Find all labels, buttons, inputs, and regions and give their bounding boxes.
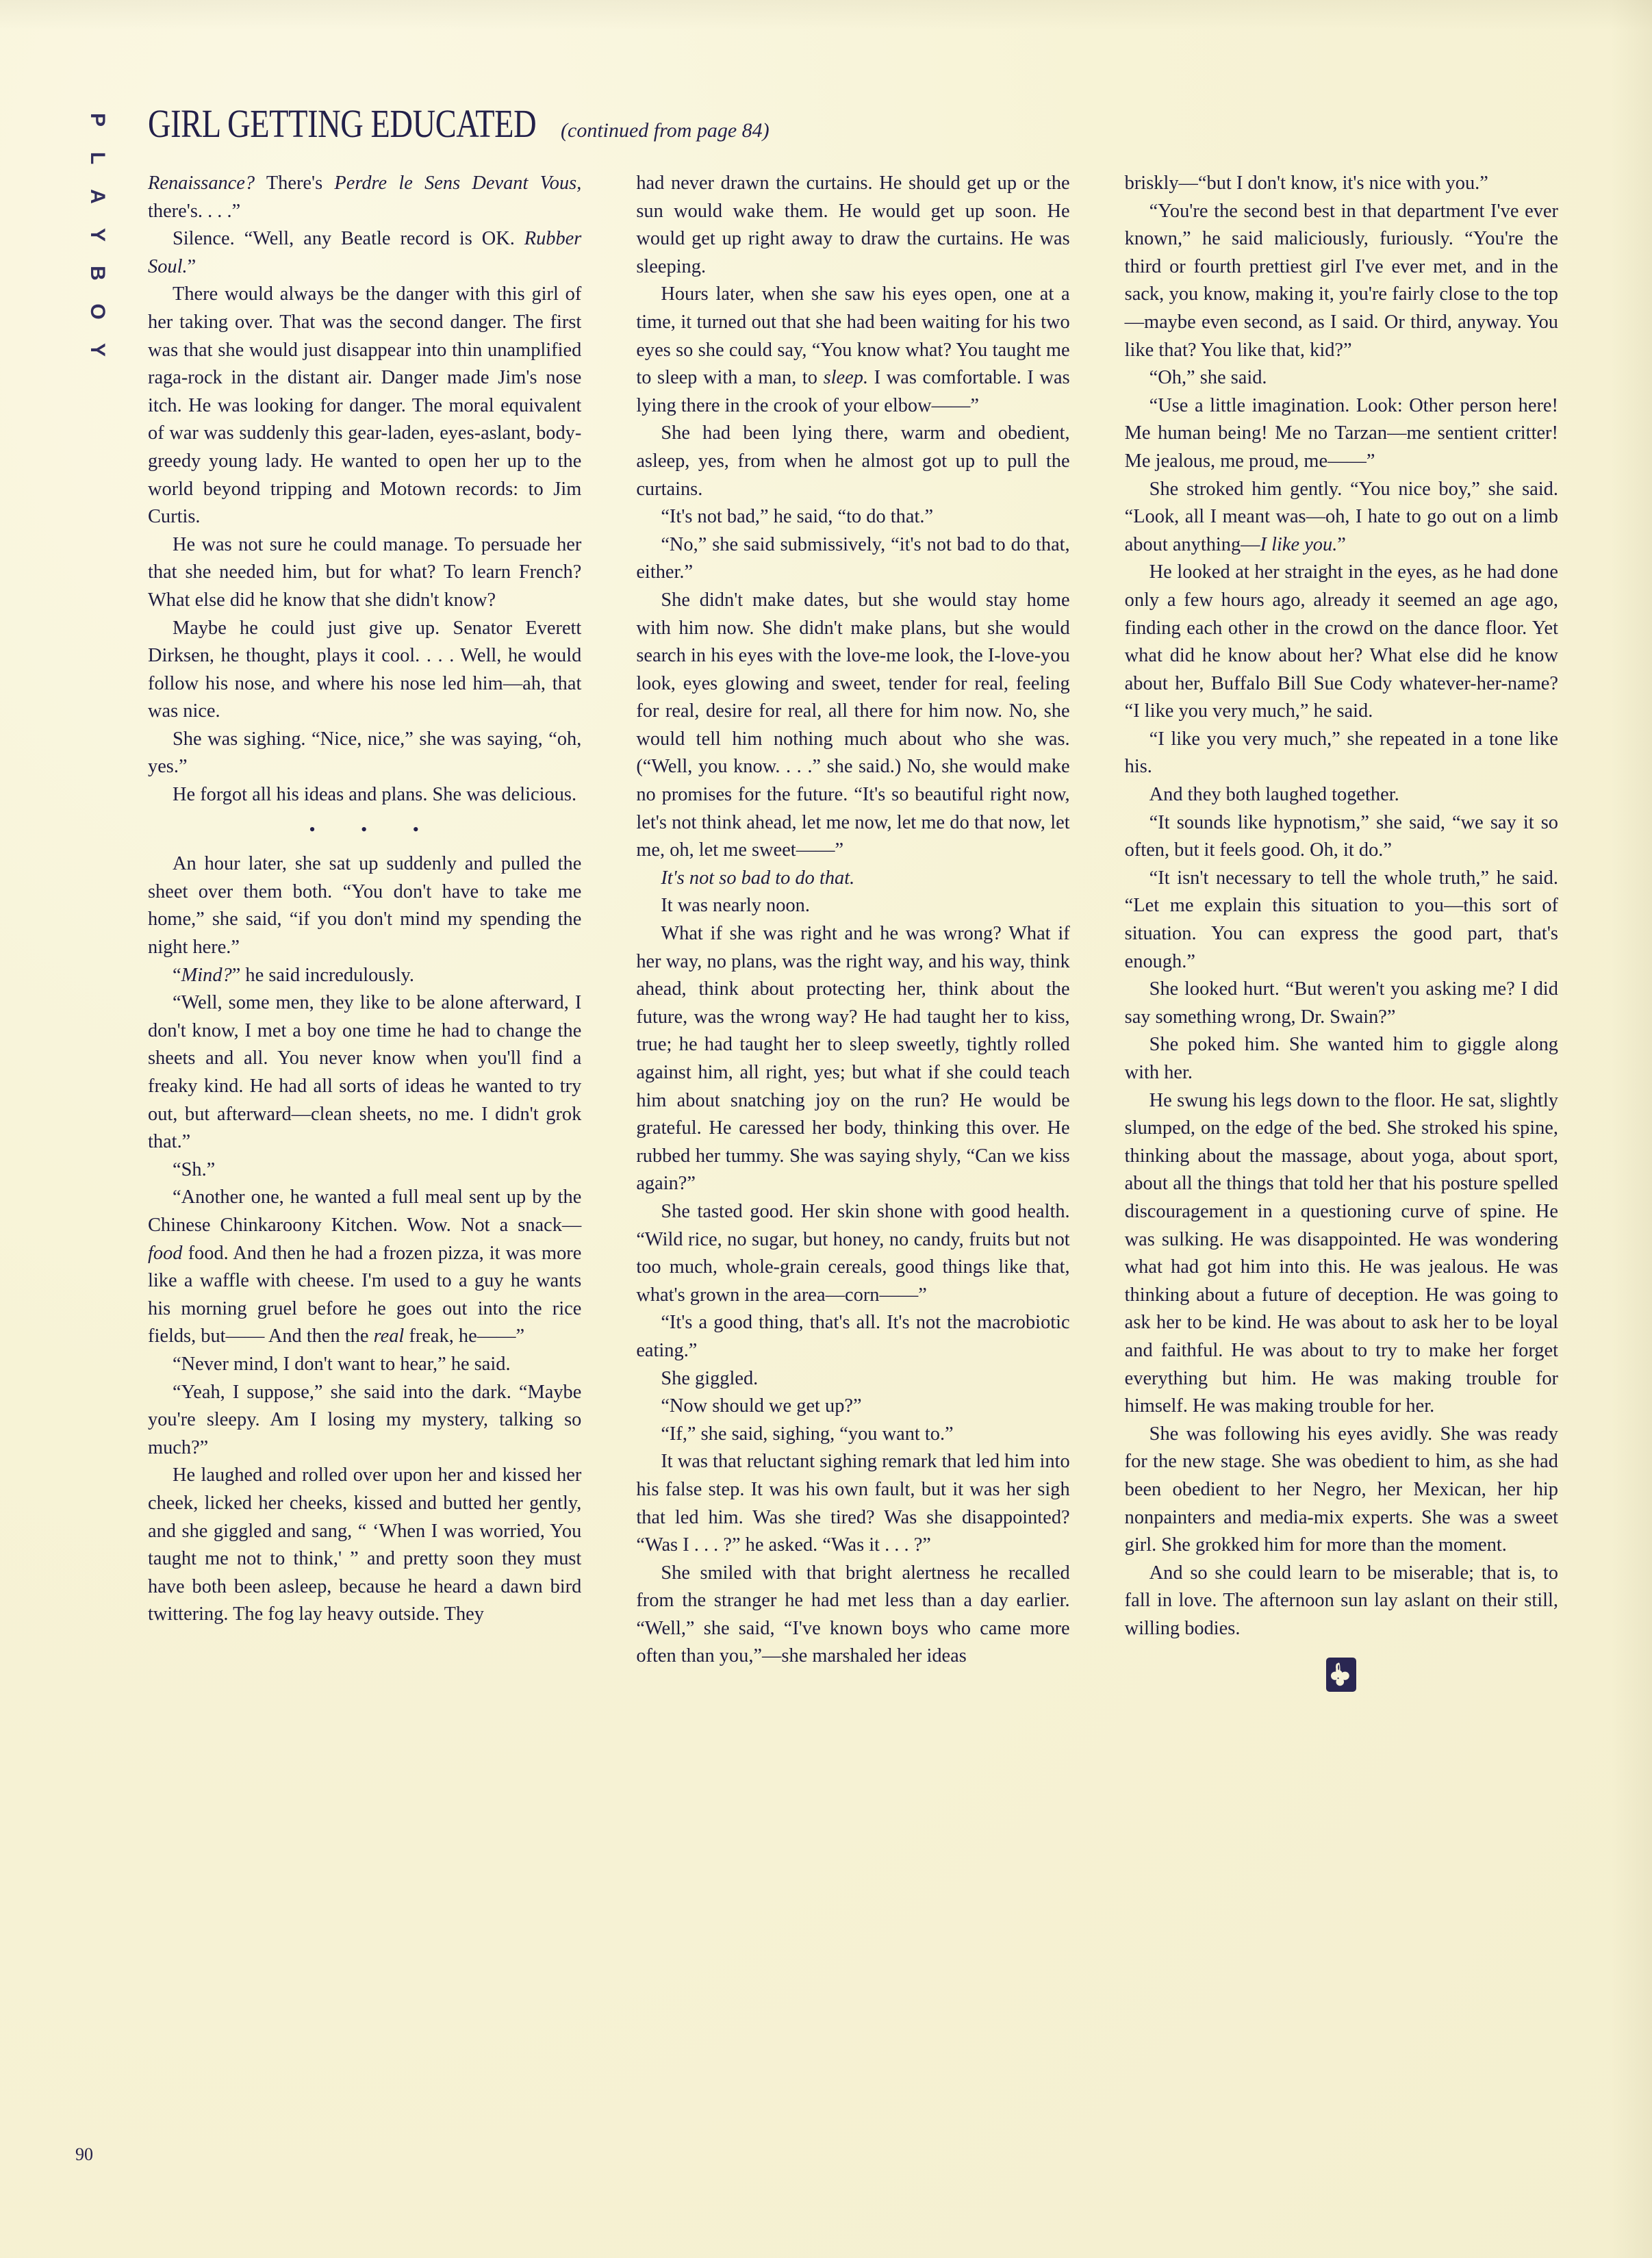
column-3 xyxy=(1125,170,1558,1692)
body-paragraph xyxy=(636,920,1069,1198)
page-title: GIRL GETTING EDUCATED xyxy=(148,101,537,146)
masthead-letter: A xyxy=(86,189,109,204)
text-run: “I like you very much,” she repeated in a tone like his. xyxy=(1124,728,1558,778)
body-paragraph xyxy=(148,281,581,531)
text-run: He swung his legs down to the floor. He sat, slightly slumped, on the edge of the bed. She stroked his spine, thinking about the massage, about yoga, about sport, about all the things that told her that his posture spelled discouragement in a questioning curve of spine. He was sulking. He was disappointed. He was wondering what had got him into this. He was jealous. He was thinking about a future of deception. He was going to ask her to be kind. He was about to ask her to be loyal and faithful. He was about to try to make her forget everything but him. He was making trouble for himself. He was making trouble for her. xyxy=(1124,1089,1558,1417)
body-paragraph xyxy=(148,850,581,961)
body-paragraph xyxy=(148,726,581,781)
text-run: ” xyxy=(187,255,196,277)
playboy-rabbit-head-icon xyxy=(1326,1658,1356,1692)
body-paragraph xyxy=(148,1184,581,1351)
body-paragraph xyxy=(636,1198,1069,1309)
masthead-letter: L xyxy=(86,151,109,165)
body-paragraph xyxy=(636,420,1069,503)
text-run: “Another one, he wanted a full meal sent up by the Chinese Chinkaroony Kitchen. Wow. Not a snack— xyxy=(148,1187,582,1236)
body-paragraph xyxy=(636,1365,1069,1393)
text-run: briskly—“but I don't know, it's nice with you.” xyxy=(1124,173,1488,194)
body-paragraph xyxy=(636,892,1069,920)
text-run: There's xyxy=(255,173,335,194)
text-run: “Never mind, I don't want to hear,” he said. xyxy=(173,1353,511,1375)
text-run: Silence. “Well, any Beatle record is OK. xyxy=(173,228,524,250)
text-run: freak, he——” xyxy=(404,1325,525,1347)
text-run: had never drawn the curtains. He should get up or the sun would wake them. He would get up soon. He would get up right away to draw the curtains. He was sleeping. xyxy=(636,173,1070,277)
text-run: She smiled with that bright alertness he recalled from the stranger he had met less than a day earlier. “Well,” she said, “I've known boys who came more often than you,”—she marshaled her ideas xyxy=(636,1562,1070,1667)
scene-break: • • • xyxy=(309,819,440,839)
text-run: “Oh,” she said. xyxy=(1149,367,1267,389)
body-paragraph xyxy=(1125,364,1558,392)
body-paragraph xyxy=(1125,976,1558,1031)
masthead-letter: B xyxy=(86,266,109,281)
italic-run: sleep. xyxy=(823,367,869,389)
text-run: And they both laughed together. xyxy=(1149,784,1399,806)
text-run: What if she was right and he was wrong? What if her way, no plans, was the right way, and his way, think ahead, think about protecting her, think about the future, was the wrong way? He had taught her to kiss, true; he had taught her to sleep sweetly, tightly rolled against him, all right, yes; but what if she could teach him about snatching joy on the run? He would be grateful. He caressed her body, thinking this over. He rubbed her tummy. She was saying shyly, “Can we kiss again?” xyxy=(636,923,1070,1195)
text-run: “Now should we get up?” xyxy=(661,1395,862,1417)
body-paragraph xyxy=(636,170,1069,281)
text-run: “It's a good thing, that's all. It's not the macrobiotic eating.” xyxy=(636,1312,1070,1361)
masthead-letter: P xyxy=(86,112,109,127)
masthead-letter: Y xyxy=(86,227,109,242)
text-run: And so she could learn to be miserable; that is, to fall in love. The afternoon sun lay aslant on their still, willing bodies. xyxy=(1124,1562,1558,1639)
text-run: “If,” she said, sighing, “you want to.” xyxy=(661,1423,954,1445)
italic-run: Renaissance? xyxy=(148,173,255,194)
text-run: Hours later, when she saw his eyes open, one at a time, it turned out that she had been waiting for his two eyes so she could say, “You know what? You taught me to sleep with a man, to xyxy=(636,283,1070,389)
body-paragraph xyxy=(148,781,581,809)
text-run: She tasted good. Her skin shone with good health. “Wild rice, no sugar, but honey, no candy, fruits but not too much, whole-grain cereals, good things like that, what's grown in the area—corn——” xyxy=(636,1200,1070,1306)
body-paragraph xyxy=(636,503,1069,531)
text-run: “Well, some men, they like to be alone afterward, I don't know, I met a boy one time he had to change the sheets and all. You never know when you'll find a freaky kind. He had all sorts of ideas he wanted to try out, but afterward—clean sheets, no me. I didn't grok that.” xyxy=(148,992,582,1153)
text-run: there's. . . .” xyxy=(148,200,241,222)
italic-run: Mind? xyxy=(181,964,232,986)
body-paragraph xyxy=(1125,476,1558,559)
body-paragraph xyxy=(148,1462,581,1629)
body-paragraph xyxy=(148,989,581,1156)
body-paragraph xyxy=(148,615,581,726)
text-run: “No,” she said submissively, “it's not bad to do that, either.” xyxy=(636,533,1070,583)
text-run: An hour later, she sat up suddenly and pulled the sheet over them both. “You don't have to take me home,” she said, “if you don't mind my spending the night here.” xyxy=(148,853,582,959)
text-run: He laughed and rolled over upon her and kissed her cheek, licked her cheeks, kissed and butted her gently, and she giggled and sang, “ ‘When I was worried, You taught me not to think,' ” and pretty soon they must have both been asleep, because he heard a dawn bird twittering. The fog lay heavy outside. They xyxy=(148,1464,582,1625)
italic-run: Perdre le Sens Devant Vous, xyxy=(334,173,582,194)
body-paragraph xyxy=(1125,1560,1558,1643)
text-run: ” he said incredulously. xyxy=(231,964,414,986)
text-run: She was sighing. “Nice, nice,” she was saying, “oh, yes.” xyxy=(148,728,582,778)
text-run: He looked at her straight in the eyes, as he had done only a few hours ago, already it seemed an age ago, finding each other in the crowd on the dance floor. Yet what did he know about her? What else did he know about her, Buffalo Bill Sue Cody whatever-her-name? “I like you very much,” he said. xyxy=(1124,561,1558,722)
body-paragraph xyxy=(148,225,581,281)
body-paragraph xyxy=(148,1156,581,1184)
article-header xyxy=(148,101,865,146)
body-paragraph xyxy=(148,531,581,615)
text-run: She stroked him gently. “You nice boy,” she said. “Look, all I meant was—oh, I hate to go out on a limb about anything— xyxy=(1124,478,1558,555)
body-paragraph xyxy=(1125,809,1558,865)
text-run: Maybe he could just give up. Senator Everett Dirksen, he thought, plays it cool. . . . Well, he would follow his nose, and where his nose led him—ah, that was nice. xyxy=(148,617,582,722)
masthead-letter: Y xyxy=(86,342,109,357)
body-paragraph xyxy=(1125,1421,1558,1560)
italic-run: Rubber Soul. xyxy=(148,228,582,277)
body-paragraph xyxy=(636,531,1069,587)
body-paragraph xyxy=(1125,726,1558,781)
body-paragraph xyxy=(148,1351,581,1379)
text-run: It was that reluctant sighing remark that led him into his false step. It was his own fault, but it was her sigh that led him. Was she tired? Was she disappointed? “Was I . . . ?” he asked. “Was it . . . ?” xyxy=(636,1451,1070,1556)
body-paragraph xyxy=(1125,392,1558,476)
column-1 xyxy=(148,170,581,1692)
italic-run: I like you. xyxy=(1260,533,1338,555)
body-paragraph xyxy=(1125,1087,1558,1421)
body-paragraph xyxy=(1125,198,1558,365)
text-run: She didn't make dates, but she would stay home with him now. She didn't make plans, but she would search in his eyes with the love-me look, the I-love-you look, eyes glowing and sweet, tender for real, feeling for real, desire for real, all there for him now. No, she would tell him nothing much about who she was. (“Well, you know. . . .” she said.) No, she would make no promises for the future. “It's so beautiful right now, let's not think ahead, let me now, let me do that now, let me, oh, let me sweet——” xyxy=(636,589,1070,861)
body-paragraph xyxy=(1125,865,1558,976)
body-paragraph xyxy=(636,1421,1069,1449)
text-run: “It isn't necessary to tell the whole truth,” he said. “Let me explain this situation to you—this sort of situation. You can express the good part, that's enough.” xyxy=(1124,867,1558,972)
text-run: “Sh.” xyxy=(173,1158,216,1180)
page-top-shadow xyxy=(0,0,1652,30)
text-run: She giggled. xyxy=(661,1367,759,1389)
italic-run: It's not so bad to do that. xyxy=(661,867,855,889)
body-paragraph xyxy=(148,962,581,990)
body-paragraph xyxy=(636,865,1069,893)
text-run: “ xyxy=(173,964,181,986)
text-run: She poked him. She wanted him to giggle along with her. xyxy=(1124,1034,1558,1083)
text-run: “Yeah, I suppose,” she said into the dark. “Maybe you're sleepy. Am I losing my mystery, talking so much?” xyxy=(148,1381,582,1458)
body-paragraph xyxy=(1125,1031,1558,1087)
body-paragraph xyxy=(636,1448,1069,1559)
continued-from-note: (continued from page 84) xyxy=(561,119,770,142)
article-body xyxy=(148,170,1558,1692)
text-run: She looked hurt. “But weren't you asking me? I did say something wrong, Dr. Swain?” xyxy=(1124,978,1558,1028)
column-2 xyxy=(636,170,1069,1692)
body-paragraph xyxy=(1125,170,1558,198)
body-paragraph xyxy=(1125,559,1558,726)
italic-run: food xyxy=(148,1242,183,1264)
text-run: He was not sure he could manage. To persuade her that she needed him, but for what? To learn French? What else did he know that she didn't know? xyxy=(148,533,582,611)
text-run: “It's not bad,” he said, “to do that.” xyxy=(661,506,934,528)
text-run: I was comfortable. I was lying there in the crook of your elbow——” xyxy=(636,367,1070,416)
page-number: 90 xyxy=(75,2144,93,2164)
body-paragraph xyxy=(636,281,1069,420)
italic-run: real xyxy=(373,1325,405,1347)
text-run: “Use a little imagination. Look: Other person here! Me human being! Me no Tarzan—me sentient critter! Me jealous, me proud, me——” xyxy=(1124,394,1558,472)
text-run: She had been lying there, warm and obedient, asleep, yes, from when he almost got up to pull the curtains. xyxy=(636,422,1070,500)
body-paragraph xyxy=(636,1393,1069,1421)
text-run: It was nearly noon. xyxy=(661,895,810,917)
text-run: “You're the second best in that department I've ever known,” he said maliciously, furiously. “You're the third or fourth prettiest girl I've ever met, and in the sack, you know, making it, you're fairly close to the top—maybe even second, as I said. Or third, anyway. You like that? You like that, kid?” xyxy=(1124,200,1558,361)
playboy-vertical-masthead xyxy=(77,110,118,378)
page-right-shadow xyxy=(1611,0,1652,2258)
masthead-letter: O xyxy=(86,303,109,320)
text-run: There would always be the danger with this girl of her taking over. That was the second danger. The first was that she would just disappear into thin unamplified raga-rock in the distant air. Danger made Jim's nose itch. He was looking for danger. The moral equivalent of war was suddenly this gear-laden, eyes-aslant, body-greedy young lady. He wanted to open her up to the world beyond tripping and Motown records: to Jim Curtis. xyxy=(148,283,582,528)
text-run: She was following his eyes avidly. She was ready for the new stage. She was obedient to him, as she had been obedient to her Negro, her Mexican, her hip nonpainters and media-mix experts. She was a sweet girl. She grokked him for more than the moment. xyxy=(1124,1423,1558,1556)
text-run: food. And then he had a frozen pizza, it was more like a waffle with cheese. I'm used to a guy he wants his morning gruel before he goes out into the rice fields, but—— And then the xyxy=(148,1242,582,1347)
text-run: He forgot all his ideas and plans. She was delicious. xyxy=(173,784,577,806)
body-paragraph xyxy=(1125,781,1558,809)
text-run: ” xyxy=(1337,533,1346,555)
body-paragraph xyxy=(636,587,1069,865)
text-run: “It sounds like hypnotism,” she said, “we say it so often, but it feels good. Oh, it do.” xyxy=(1124,811,1558,861)
body-paragraph xyxy=(148,1379,581,1462)
body-paragraph xyxy=(636,1560,1069,1671)
body-paragraph xyxy=(148,170,581,225)
end-of-article-bug xyxy=(1125,1658,1558,1692)
body-paragraph xyxy=(636,1309,1069,1365)
